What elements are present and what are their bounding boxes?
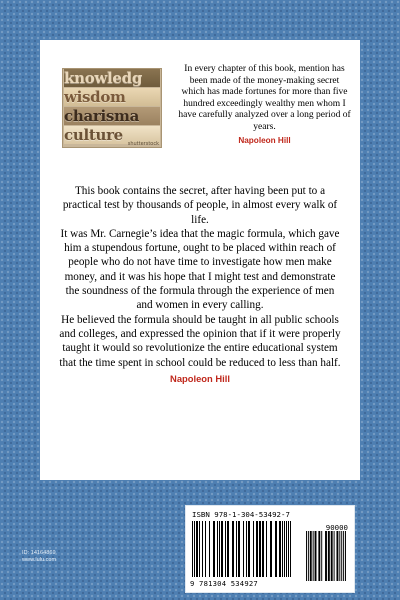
ean-bar [192, 521, 193, 577]
ean-bar [259, 521, 261, 577]
price-addon-barcode [306, 531, 346, 581]
barcode-digits: 9 781304 534927 [190, 579, 258, 588]
intro-quote-author: Napoleon Hill [238, 135, 291, 145]
publisher-info [22, 550, 56, 564]
addon-bar [308, 531, 309, 581]
ean-bar [248, 521, 250, 577]
ean-bar [232, 521, 234, 577]
description-paragraph-1: This book contains the secret, after having been put to a practical test by thousands of people, in almost every walk of life. [62, 185, 338, 226]
addon-bar [345, 531, 346, 581]
description-paragraph-3: He believed the formula should be taught in all public schools and colleges, and expressed the opinion that if it were properly taught it would so revolutionize the entire educational system that the time spent in school could be reduced to less than half. [59, 313, 341, 369]
ean-bar [243, 521, 244, 577]
tile-word-2: wisdom [64, 88, 160, 106]
ean-bar [202, 521, 203, 577]
ean-bar [238, 521, 240, 577]
tile-word-4: culture [64, 126, 160, 144]
ean-bar [270, 521, 272, 577]
addon-bar [339, 531, 340, 581]
stock-watermark: shutterstock [127, 141, 159, 147]
ean-bar [266, 521, 267, 577]
addon-bar [313, 531, 314, 581]
description-paragraph-2: It was Mr. Carnegie’s idea that the magic formula, which gave him a stupendous fortune, ought to be placed within reach of people who do not have time to investigate how men make money, and it was his hope that I might test and demonstrate the soundness of the formula through the experience of men and women in every calling. [60, 227, 340, 312]
addon-bar [315, 531, 317, 581]
addon-bar [336, 531, 338, 581]
ean-bar [282, 521, 283, 577]
addon-bar [341, 531, 342, 581]
tile-word-1: knowledg [64, 69, 160, 87]
addon-bar [343, 531, 344, 581]
ean-bar [209, 521, 210, 577]
ean-bar [227, 521, 229, 577]
addon-bar [325, 531, 327, 581]
publisher-url: www.lulu.com [22, 557, 57, 563]
ean-bar [219, 521, 220, 577]
addon-bar [321, 531, 322, 581]
ean-bar [196, 521, 198, 577]
letterpress-words-image [62, 68, 162, 148]
isbn-label: ISBN 978-1-304-53492-7 [192, 510, 290, 519]
addon-bar [310, 531, 312, 581]
description-block [58, 184, 342, 386]
ean-bar [246, 521, 247, 577]
addon-bar [334, 531, 335, 581]
ean-bar [213, 521, 215, 577]
ean-bar [275, 521, 277, 577]
intro-quote [177, 64, 352, 146]
ean-bar [290, 521, 291, 577]
ean-bar [217, 521, 218, 577]
ean-bar [288, 521, 289, 577]
ean-bar [256, 521, 258, 577]
ean-bar [194, 521, 195, 577]
tile-word-3: charisma [64, 107, 160, 125]
text-panel [40, 40, 360, 480]
ean-bar [284, 521, 285, 577]
ean-bar [279, 521, 281, 577]
price-code: 90000 [325, 523, 348, 532]
description-author: Napoleon Hill [170, 372, 230, 384]
isbn-barcode-box [185, 505, 355, 593]
ean-barcode [192, 521, 302, 583]
addon-bar [306, 531, 307, 581]
ean-bar [221, 521, 223, 577]
ean-bar [253, 521, 254, 577]
ean-bar [286, 521, 287, 577]
publisher-id: ID: 14164869 [22, 550, 56, 556]
ean-bar [262, 521, 264, 577]
ean-bar [205, 521, 206, 577]
ean-bar [236, 521, 237, 577]
ean-bar [225, 521, 226, 577]
addon-bar [328, 531, 330, 581]
addon-bar [331, 531, 333, 581]
ean-bar [199, 521, 200, 577]
addon-bar [318, 531, 320, 581]
intro-quote-text: In every chapter of this book, mention has been made of the money-making secret which has made fortunes for more than five hundred exceedingly wealthy men whom I have carefully analyzed over a long period of years. [178, 64, 351, 132]
